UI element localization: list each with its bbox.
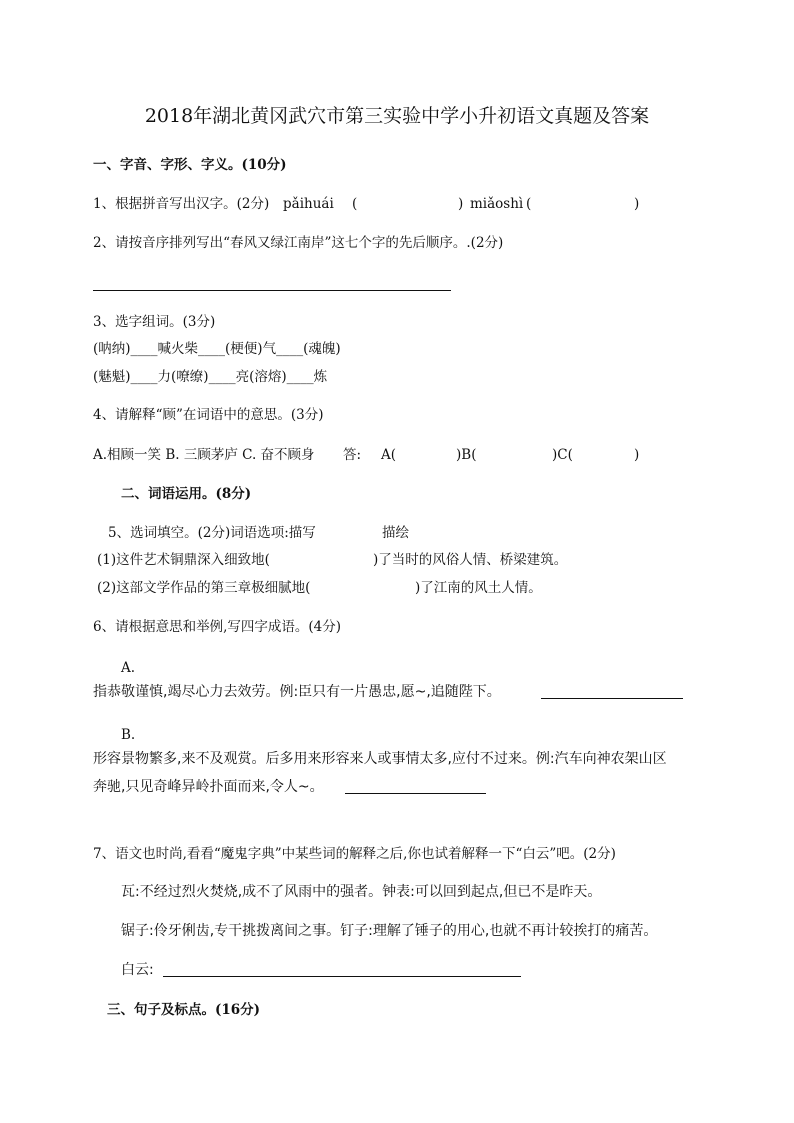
document-title: 2018年湖北黄冈武穴市第三实验中学小升初语文真题及答案 <box>144 105 650 127</box>
question-6-a-text: 指恭敬谨慎,竭尽心力去效劳。例:臣只有一片愚忠,愿~,追随陛下。 <box>93 684 501 700</box>
question-5-sentence-2b: )了江南的风土人情。 <box>415 580 542 596</box>
question-1-paren-2-close: ) <box>634 196 640 212</box>
question-1-pinyin-2: miǎoshì <box>470 196 524 212</box>
question-4-answer-end: ) <box>634 447 640 463</box>
question-4-options: A.相顾一笑 B. 三顾茅庐 C. 奋不顾身 <box>93 447 315 463</box>
question-6-a-label: A. <box>121 660 136 676</box>
question-6-b-text-1: 形容景物繁多,来不及观赏。后多用来形容来人或事情太多,应付不过来。例:汽车向神农架山区 <box>93 751 667 767</box>
question-6-text: 6、请根据意思和举例,写四字成语。(4分) <box>93 619 342 635</box>
question-4-answer-c: )C( <box>552 447 573 463</box>
question-7-line-3: 白云: <box>121 962 154 978</box>
question-5-text: 5、选词填空。(2分)词语选项:描写 <box>108 525 316 541</box>
question-4-answer-label: 答: <box>343 447 362 463</box>
section-1-heading: 一、字音、字形、字义。(10分) <box>93 157 287 173</box>
section-3-heading: 三、句子及标点。(16分) <box>107 1002 261 1018</box>
question-3-line-1: (呐纳)____喊火柴____(梗便)气____(魂魄) <box>93 341 341 357</box>
answer-line <box>541 698 683 699</box>
question-5-option-2: 描绘 <box>382 525 409 541</box>
question-1-pinyin-1: pǎihuái <box>283 196 334 212</box>
section-2-heading: 二、词语运用。(8分) <box>121 486 252 502</box>
question-1-text: 1、根据拼音写出汉字。(2分) <box>93 196 270 212</box>
question-2-text: 2、请按音序排列写出“春风又绿江南岸”这七个字的先后顺序。.(2分) <box>93 235 504 251</box>
question-4-text: 4、请解释“顾”在词语中的意思。(3分) <box>93 407 324 423</box>
question-4-answer-a: A( <box>381 447 397 463</box>
question-3-line-2: (魅魁)____力(嘹缭)____亮(溶熔)____炼 <box>93 369 328 385</box>
question-1-paren-1-open: ( <box>352 196 358 212</box>
question-3-text: 3、选字组词。(3分) <box>93 314 216 330</box>
answer-line <box>163 976 521 977</box>
question-5-sentence-1b: )了当时的风俗人情、桥梁建筑。 <box>373 552 568 568</box>
answer-line <box>93 290 451 291</box>
question-6-b-text-2: 奔驰,只见奇峰异岭扑面而来,令人~。 <box>93 779 324 795</box>
answer-line <box>345 793 486 794</box>
question-7-text: 7、语文也时尚,看看“魔鬼字典”中某些词的解释之后,你也试着解释一下“白云”吧。(2分) <box>93 846 616 862</box>
question-6-b-label: B. <box>121 727 136 743</box>
question-7-line-1: 瓦:不经过烈火焚烧,成不了风雨中的强者。钟表:可以回到起点,但已不是昨天。 <box>121 884 602 900</box>
question-7-line-2: 锯子:伶牙俐齿,专干挑拨离间之事。钉子:理解了锤子的用心,也就不再计较挨打的痛苦。 <box>121 923 658 939</box>
question-4-answer-b: )B( <box>456 447 477 463</box>
question-5-sentence-1a: (1)这件艺术铜鼎深入细致地( <box>97 552 270 568</box>
question-1-paren-2-open: ( <box>526 196 532 212</box>
question-5-sentence-2a: (2)这部文学作品的第三章极细腻地( <box>97 580 311 596</box>
question-1-paren-1-close: ) <box>458 196 464 212</box>
